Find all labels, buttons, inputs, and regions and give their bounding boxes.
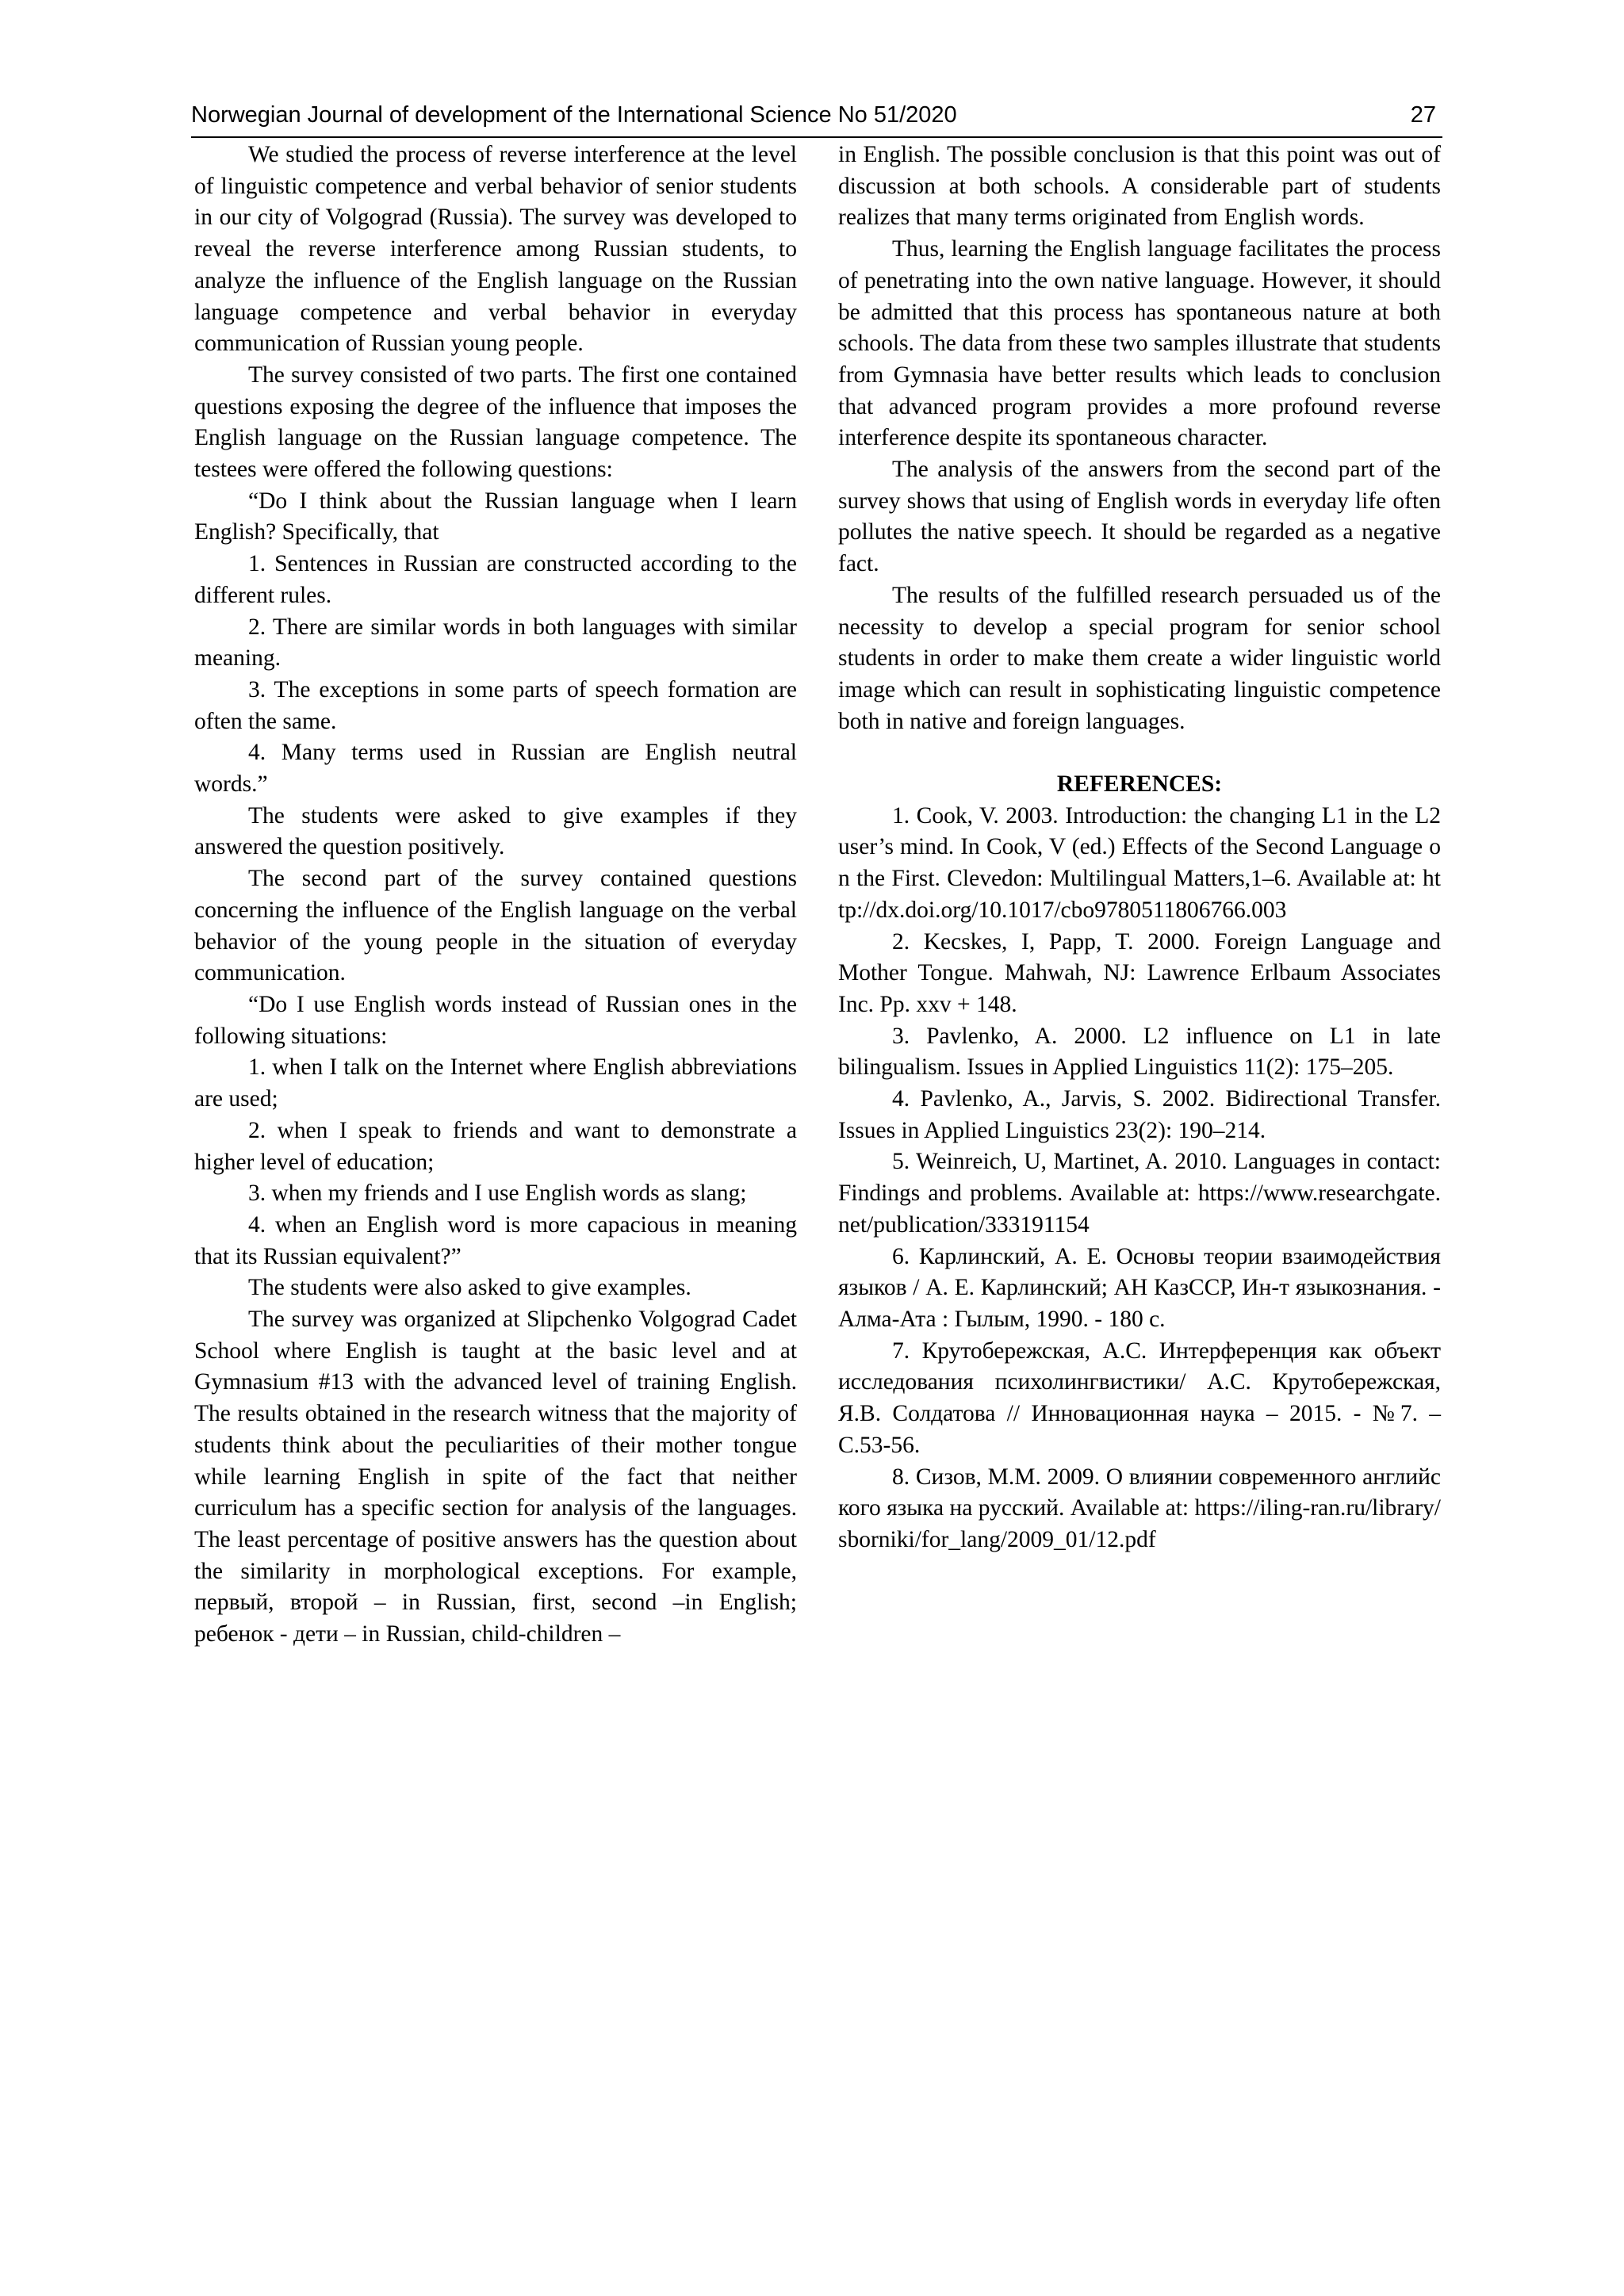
- reference-item: 5. Weinreich, U, Martinet, A. 2010. Languages in contact: Findings and problems. Available at: https://www.researchgate.net/publication/333191154: [838, 1149, 1441, 1238]
- survey-item: 1. when I talk on the Internet where English abbreviations are used;: [194, 1054, 797, 1112]
- body-paragraph: The analysis of the answers from the second part of the survey shows that using of English words in everyday life often pollutes the native speech. It should be regarded as a negative fact.: [838, 457, 1441, 577]
- body-paragraph: The survey was organized at Slipchenko Volgograd Cadet School where English is taught at the basic level and at Gymnasium #13 with the advanced level of training English. The results obtained in the research witness that the majority of students think about the peculiarities of their mother tongue while learning English in spite of the fact that neither curriculum has a specific section for analysis of the languages. The least percentage of positive answers has the question about the similarity in morphological exceptions. For example, первый, второй – in Russian, first, second –in English; ребенок - дети – in Russian, child-children –: [194, 1307, 797, 1647]
- left-column: [194, 140, 797, 1651]
- survey-item: 1. Sentences in Russian are constructed according to the different rules.: [194, 551, 797, 608]
- right-column: [838, 140, 1441, 1556]
- survey-question: “Do I use English words instead of Russian ones in the following situations:: [194, 991, 797, 1049]
- body-paragraph: Thus, learning the English language facilitates the process of penetrating into the own native language. However, it should be admitted that this process has spontaneous nature at both schools. The data from these two samples illustrate that students from Gymnasia have better results which leads to conclusion that advanced program provides a more profound reverse interference despite its spontaneous character.: [838, 236, 1441, 451]
- survey-item: 4. when an English word is more capacious in meaning that its Russian equivalent?”: [194, 1211, 797, 1269]
- body-paragraph: The survey consisted of two parts. The first one contained questions exposing the degree of the influence that imposes the English language on the Russian language competence. The testees were offered the following questions:: [194, 362, 797, 483]
- running-header: [191, 94, 1442, 138]
- survey-question: “Do I think about the Russian language when I learn English? Specifically, that: [194, 488, 797, 545]
- page-number: 27: [1410, 102, 1436, 128]
- survey-item: 4. Many terms used in Russian are English neutral words.”: [194, 740, 797, 798]
- reference-item: 4. Pavlenko, A., Jarvis, S. 2002. Bidirectional Transfer. Issues in Applied Linguistics 23(2): 190–214.: [838, 1086, 1441, 1143]
- body-paragraph: We studied the process of reverse interference at the level of linguistic competence and verbal behavior of senior students in our city of Volgograd (Russia). The survey was developed to reveal the reverse interference among Russian students, to analyze the influence of the English language on the Russian language competence and verbal behavior in everyday communication of Russian young people.: [194, 142, 797, 357]
- survey-item: 3. The exceptions in some parts of speech formation are often the same.: [194, 676, 797, 734]
- reference-item: 7. Крутобережская, А.С. Интерференция как объект исследования психолингвистики/ А.С. Крутобережская, Я.В. Солдатова // Инновационная наука – 2015. - №7. – С.53-56.: [838, 1337, 1441, 1458]
- survey-item: 3. when my friends and I use English words as slang;: [248, 1181, 747, 1207]
- body-paragraph-continued: in English. The possible conclusion is that this point was out of discussion at both schools. A considerable part of students realizes that many terms originated from English words.: [838, 142, 1441, 231]
- body-paragraph: The students were asked to give examples if they answered the question positively.: [194, 802, 797, 860]
- reference-item: 2. Kecskes, I, Papp, T. 2000. Foreign Language and Mother Tongue. Mahwah, NJ: Lawrence Erlbaum Associates Inc. Pp. xxv + 148.: [838, 928, 1441, 1017]
- survey-item: 2. when I speak to friends and want to demonstrate a higher level of education;: [194, 1117, 797, 1175]
- reference-item: 3. Pavlenko, A. 2000. L2 influence on L1 in late bilingualism. Issues in Applied Linguistics 11(2): 175–205.: [838, 1023, 1441, 1081]
- body-paragraph: The results of the fulfilled research persuaded us of the necessity to develop a special program for senior school students in order to make them create a wider linguistic world image which can result in sophisticating linguistic competence both in native and foreign languages.: [838, 582, 1441, 734]
- reference-item: 8. Сизов, М.М. 2009. О влиянии современного английского языка на русский. Available at: https://iling-ran.ru/library/sborniki/for_lang/2009_01/12.pdf: [838, 1464, 1441, 1552]
- body-paragraph: The students were also asked to give examples.: [248, 1275, 691, 1301]
- references-heading: REFERENCES:: [1056, 771, 1223, 798]
- survey-item: 2. There are similar words in both languages with similar meaning.: [194, 614, 797, 672]
- journal-title: Norwegian Journal of development of the International Science No 51/2020: [191, 102, 957, 128]
- reference-item: 1. Cook, V. 2003. Introduction: the changing L1 in the L2 user’s mind. In Cook, V (ed.) Effects of the Second Language on the First. Clevedon: Multilingual Matters,1–6. Available at: http://dx.doi.org/10.1017/cbo9780511806766.003: [838, 802, 1441, 923]
- body-paragraph: The second part of the survey contained questions concerning the influence of the English language on the verbal behavior of the young people in the situation of everyday communication.: [194, 866, 797, 986]
- reference-item: 6. Карлинский, А. Е. Основы теории взаимодействия языков / А. Е. Карлинский; АН КазССР, Ин-т языкознания. - Алма-Ата : Гылым, 1990. - 180 с.: [838, 1243, 1441, 1332]
